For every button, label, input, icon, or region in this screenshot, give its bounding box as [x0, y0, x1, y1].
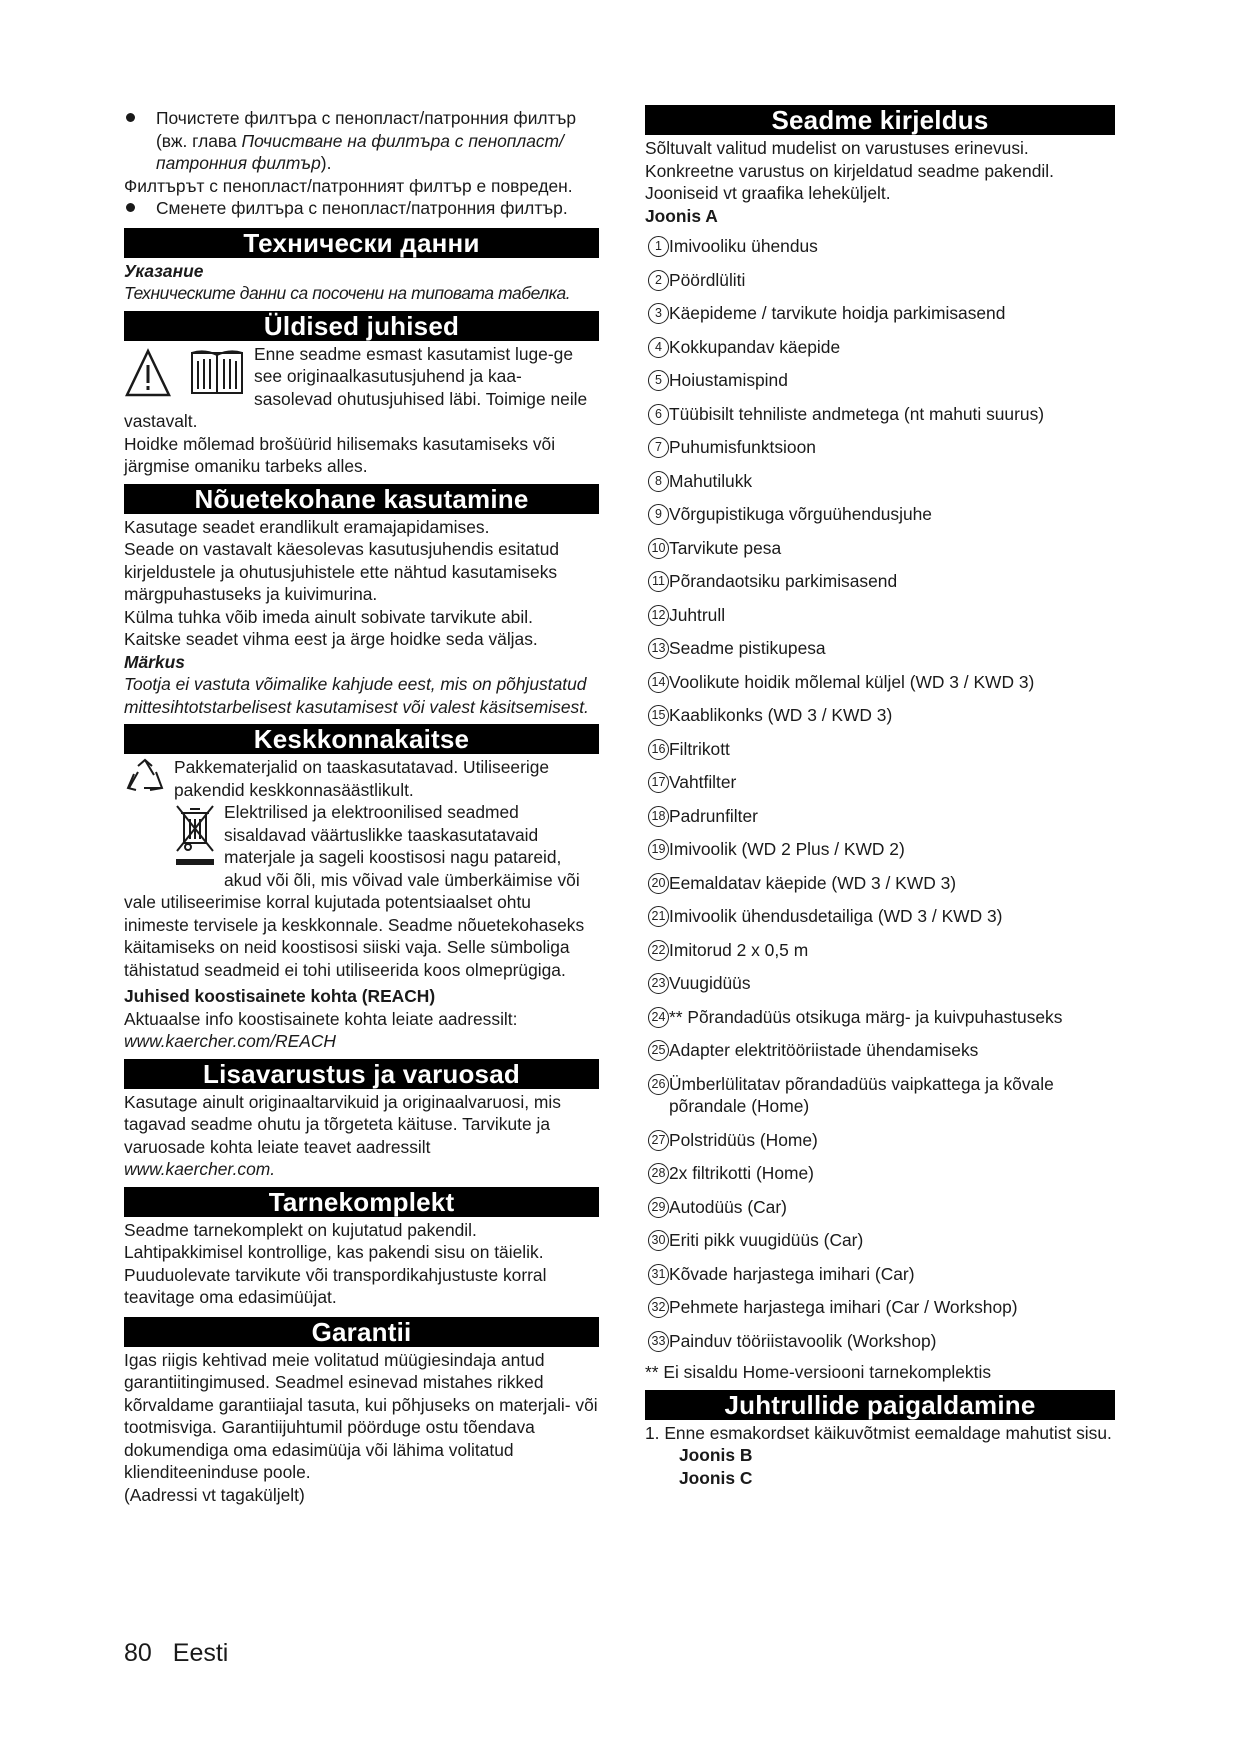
item-label: Imitorud 2 x 0,5 m: [669, 939, 809, 960]
item-number-badge: 15: [648, 705, 669, 726]
parts-list-item: [645, 738, 1115, 761]
item-label: Imivoolik ühendusdetailiga (WD 3 / KWD 3): [669, 906, 1003, 926]
warranty-text: Igas riigis kehtivad meie volitatud müügiesindaja antud garantiitingimused. Seadmel esinevad mistahes rikked kõrvaldame garantiiajal tasuta, kui põhjuseks on materjali- või tootmisviga. Garantiijuhtumil pöörduge ostu tõendava dokumendiga oma edasimüüja või lähima volitatud klienditeeninduse poole.: [124, 1349, 598, 1482]
item-number-badge: 31: [648, 1264, 669, 1285]
parts-list-item: [645, 470, 1115, 493]
recycle-icon: [124, 758, 166, 798]
item-number-badge: 30: [648, 1230, 669, 1251]
parts-list-item: [645, 939, 1115, 962]
item-label: Eemaldatav käepide (WD 3 / KWD 3): [669, 872, 957, 893]
item-number-badge: 18: [648, 806, 669, 827]
parts-list-item: [645, 1129, 1115, 1152]
item-label: Padrunfilter: [669, 805, 758, 826]
parts-list-item: [645, 637, 1115, 660]
warning-triangle-icon: [124, 345, 246, 401]
item-label: Kõvade harjastega imihari (Car): [669, 1263, 915, 1284]
section-title-description: Seadme kirjeldus: [645, 105, 1115, 135]
item-label: Voolikute hoidik mõlemal küljel (WD 3 / KWD 3): [669, 671, 1035, 692]
item-number-badge: 28: [648, 1163, 669, 1184]
intended-p4: Kaitske seadet vihma eest ja ärge hoidke seda väljas.: [124, 629, 538, 649]
item-label: Võrgupistikuga võrguühendusjuhe: [669, 504, 932, 524]
item-label: Seadme pistikupesa: [669, 638, 826, 658]
left-column: [124, 107, 599, 1506]
parts-list-item: [645, 436, 1115, 459]
item-number-badge: 20: [648, 873, 669, 894]
item-label: Kaablikonks (WD 3 / KWD 3): [669, 705, 893, 725]
reach-text: Aktuaalse info koostisainete kohta leiate aadressilt:: [124, 1008, 518, 1029]
item-label: Pehmete harjastega imihari (Car / Workshop): [669, 1297, 1018, 1317]
parts-list-item: [645, 1073, 1115, 1118]
item-label: Tarvikute pesa: [669, 537, 782, 558]
figure-a-label: Joonis A: [645, 205, 718, 226]
warning-block: [124, 343, 599, 433]
parts-list-item: [645, 872, 1115, 895]
figure-b-label: Joonis B: [679, 1445, 753, 1465]
parts-list-item: [645, 704, 1115, 727]
parts-list: [645, 235, 1115, 1352]
warranty-address: (Aadressi vt tagaküljelt): [124, 1484, 305, 1505]
section-title-scope: Tarnekomplekt: [124, 1187, 599, 1217]
parts-list-item: [645, 1039, 1115, 1062]
general-text-keep: Hoidke mõlemad brošüürid hilisemaks kasutamiseks või järgmise omaniku tarbeks alles.: [124, 433, 556, 476]
chapter-reference: Почистване на филтъра с пенопласт/патронния филтър: [156, 130, 564, 173]
item-label: Käepideme / tarvikute hoidja parkimisasend: [669, 303, 1006, 323]
footer-language: Eesti: [172, 1639, 229, 1667]
item-number-badge: 22: [648, 940, 669, 961]
right-column: [645, 105, 1115, 1489]
item-label: Polstridüüs (Home): [669, 1129, 818, 1150]
intended-p2: Seade on vastavalt käesolevas kasutusjuhendis esitatud kirjeldustele ja ohutusjuhistele ette nähtud kasutamiseks märgpuhastuseks ja kuivimurina.: [124, 539, 560, 604]
item-number-badge: 1: [648, 236, 669, 257]
item-number-badge: 3: [648, 303, 669, 324]
warning-icons: [124, 345, 246, 407]
weee-text: Elektrilised ja elektroonilised seadmed sisaldavad väärtuslikke taaskasutatavaid materjale ja sageli koostisosi nagu patareid, akud või õli, mis võivad vale ümberkäimise või vale utiliseerimise korral kujutada potentsiaalset ohtu inimeste tervisele ja keskkonnale. Seadme nõuetekohaseks käitamiseks on neid koostisosi siiski vaja. Selle sümboliga tähistatud seadmeid ei tohi utiliseerida koos olmeprügiga.: [124, 802, 585, 980]
section-title-accessories: Lisavarustus ja varuosad: [124, 1059, 599, 1089]
item-number-badge: 8: [648, 471, 669, 492]
item-label: Kokkupandav käepide: [669, 336, 841, 357]
item-label: ** Põrandadüüs otsikuga märg- ja kuivpuhastuseks: [669, 1006, 1063, 1027]
scope-text: Seadme tarnekomplekt on kujutatud pakendil. Lahtipakkimisel kontrollige, kas pakendi sisu on täielik. Puuduolevate tarvikute või transpordikahjustuste korral teavitage oma edasimüüjat.: [124, 1219, 547, 1307]
parts-list-item: [645, 1196, 1115, 1219]
reach-url[interactable]: www.kaercher.com/REACH: [124, 1031, 336, 1051]
item-number-badge: 16: [648, 739, 669, 760]
note-text: Техническите данни са посочени на типовата табелка.: [124, 283, 571, 303]
item-label: Hoiustamispind: [669, 370, 788, 390]
item-number-badge: 29: [648, 1197, 669, 1218]
item-label: Puhumisfunktsioon: [669, 437, 816, 457]
bullet-clean-filter: [124, 107, 599, 175]
item-number-badge: 2: [648, 270, 669, 291]
item-number-badge: 10: [648, 538, 669, 559]
section-title-tech-data: Технически данни: [124, 228, 599, 258]
parts-list-item: [645, 805, 1115, 828]
item-label: Pöördlüliti: [669, 269, 746, 290]
parts-list-item: [645, 604, 1115, 627]
item-label: Painduv tööriistavoolik (Workshop): [669, 1330, 937, 1351]
item-label: Mahutilukk: [669, 470, 753, 491]
section-title-intended-use: Nõuetekohane kasutamine: [124, 484, 599, 514]
warning-text: Enne seadme esmast kasutamist luge-ge see originaalkasutusjuhend ja kaa-sasolevad ohutusjuhised läbi. Toimige neile vastavalt.: [124, 343, 588, 431]
item-number-badge: 13: [648, 638, 669, 659]
item-number-badge: 7: [648, 437, 669, 458]
reach-title: Juhised koostisainete kohta (REACH): [124, 986, 436, 1006]
section-title-general: Üldised juhised: [124, 311, 599, 341]
accessories-url[interactable]: www.kaercher.com.: [124, 1159, 276, 1179]
item-number-badge: 9: [648, 504, 669, 525]
item-label: Vuugidüüs: [669, 973, 751, 993]
item-number-badge: 24: [648, 1007, 669, 1028]
page-number: 80: [124, 1639, 152, 1667]
recycle-text: Pakkematerjalid on taaskasutatavad. Utiliseerige pakendid keskkonnasäästlikult.: [174, 757, 550, 800]
parts-list-item: [645, 537, 1115, 560]
crossed-bin-icon: [174, 803, 216, 869]
item-number-badge: 26: [648, 1074, 669, 1095]
item-number-badge: 4: [648, 337, 669, 358]
item-label: Vahtfilter: [669, 772, 737, 792]
item-number-badge: 32: [648, 1297, 669, 1318]
item-number-badge: 11: [648, 571, 669, 592]
bullet-replace-filter: Сменете филтъра с пенопласт/патронния филтър.: [124, 197, 599, 220]
item-label: Imivooliku ühendus: [669, 236, 818, 256]
parts-list-item: [645, 1162, 1115, 1185]
item-number-badge: 17: [648, 772, 669, 793]
intended-p3: Külma tuhka võib imeda ainult sobivate tarvikute abil.: [124, 606, 533, 627]
parts-list-item: [645, 1330, 1115, 1353]
item-number-badge: 25: [648, 1040, 669, 1061]
note-label: Указание: [124, 260, 204, 281]
bullet-text-end: ).: [320, 153, 332, 173]
manual-book-icon: [192, 351, 242, 393]
parts-list-item: [645, 1006, 1115, 1029]
item-number-badge: 6: [648, 404, 669, 425]
parts-list-item: [645, 1263, 1115, 1286]
parts-list-item: [645, 1229, 1115, 1252]
item-number-badge: 5: [648, 370, 669, 391]
parts-list-item: [645, 269, 1115, 292]
item-label: Adapter elektritööriistade ühendamiseks: [669, 1040, 979, 1060]
parts-list-item: [645, 570, 1115, 593]
section-title-environment: Keskkonnakaitse: [124, 724, 599, 754]
item-number-badge: 21: [648, 906, 669, 927]
item-number-badge: 23: [648, 973, 669, 994]
page-footer: [124, 1638, 228, 1668]
parts-list-item: [645, 771, 1115, 794]
parts-list-item: [645, 403, 1115, 426]
parts-list-item: [645, 302, 1115, 325]
parts-list-item: [645, 838, 1115, 861]
item-label: 2x filtrikotti (Home): [669, 1163, 814, 1183]
item-label: Eriti pikk vuugidüüs (Car): [669, 1230, 864, 1250]
footnote: ** Ei sisaldu Home-versiooni tarnekomplektis: [645, 1362, 992, 1382]
item-label: Ümberlülitatav põrandadüüs vaipkattega ja kõvale põrandale (Home): [669, 1073, 1054, 1116]
item-label: Imivoolik (WD 2 Plus / KWD 2): [669, 839, 905, 859]
parts-list-item: [645, 671, 1115, 694]
item-label: Põrandaotsiku parkimisasend: [669, 571, 898, 591]
item-number-badge: 33: [648, 1331, 669, 1352]
parts-list-item: [645, 369, 1115, 392]
parts-list-item: [645, 905, 1115, 928]
description-intro: Sõltuvalt valitud mudelist on varustuses erinevusi. Konkreetne varustus on kirjeldatud seadme pakendil. Jooniseid vt graafika leheküljelt.: [645, 138, 1054, 203]
parts-list-item: [645, 235, 1115, 258]
weee-block: [124, 801, 599, 981]
item-number-badge: 12: [648, 605, 669, 626]
intended-p1: Kasutage seadet erandlikult eramajapidamises.: [124, 516, 490, 537]
bullet-text: Почистете филтъра с пенопласт/патронния филтър (вж. глава: [156, 108, 577, 151]
item-label: Tüübisilt tehniliste andmetega (nt mahuti suurus): [669, 403, 1045, 424]
item-number-badge: 14: [648, 672, 669, 693]
section-title-guide-rollers: Juhtrullide paigaldamine: [645, 1390, 1115, 1420]
parts-list-item: [645, 972, 1115, 995]
recycle-block: [124, 756, 599, 801]
note-text-2: Tootja ei vastuta võimalike kahjude eest, mis on põhjustatud mittesihtotstarbelisest kasutamisest või valest käsitsemisest.: [124, 674, 589, 717]
accessories-text: Kasutage ainult originaaltarvikuid ja originaalvaruosi, mis tagavad seadme ohutu ja tõrgeteta käituse. Tarvikute ja varuosade kohta leiate teavet aadressilt: [124, 1091, 561, 1157]
item-label: Autodüüs (Car): [669, 1196, 787, 1217]
item-number-badge: 27: [648, 1130, 669, 1151]
parts-list-item: [645, 1296, 1115, 1319]
parts-list-item: [645, 503, 1115, 526]
intro-text: Филтърът с пенопласт/патронният филтър е повреден.: [124, 175, 573, 196]
parts-list-item: [645, 336, 1115, 359]
item-number-badge: 19: [648, 839, 669, 860]
section-title-warranty: Garantii: [124, 1317, 599, 1347]
figure-c-label: Joonis C: [679, 1467, 753, 1488]
note-label-2: Märkus: [124, 651, 185, 672]
item-label: Filtrikott: [669, 738, 730, 759]
item-label: Juhtrull: [669, 604, 726, 625]
step-1: 1. Enne esmakordset käikuvõtmist eemaldage mahutist sisu.: [645, 1422, 1112, 1443]
